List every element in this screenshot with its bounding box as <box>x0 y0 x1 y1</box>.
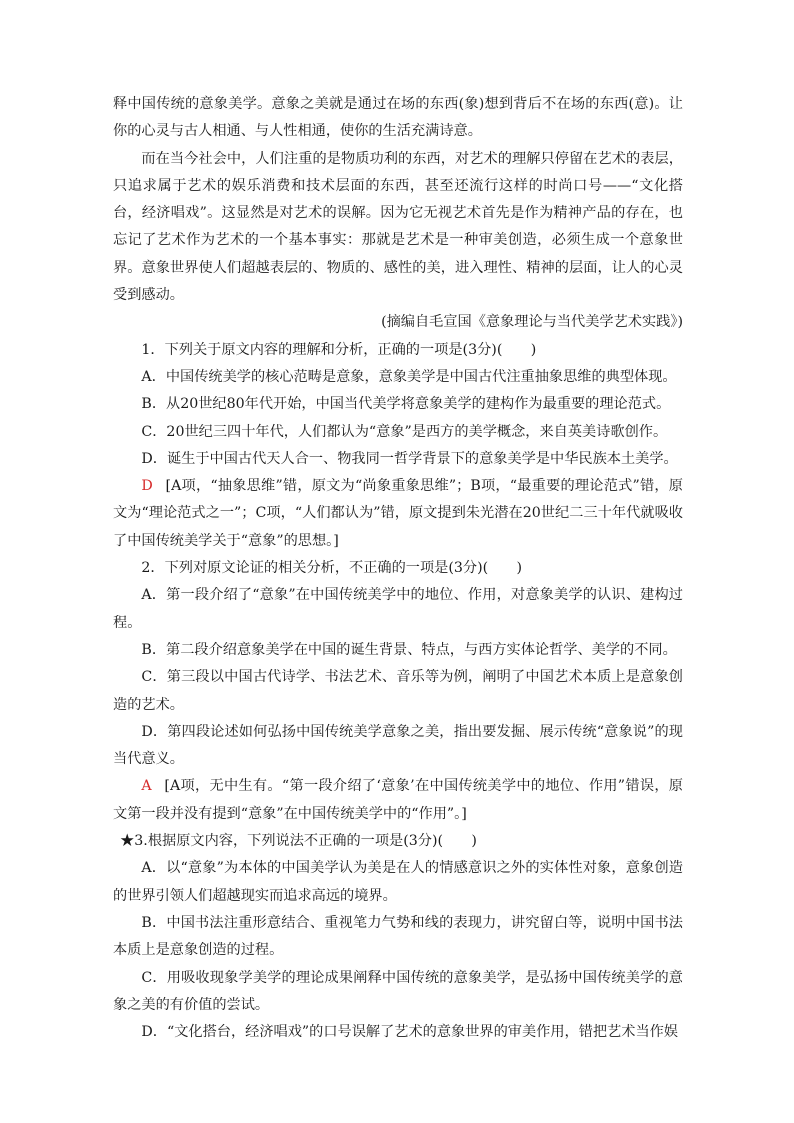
question-stem: ★3.根据原文内容，下列说法不正确的一项是(3分)( ) <box>120 833 477 850</box>
answer-text: [A项，无中生有。“第一段介绍了‘意象’在中国传统美学中的地位、作用”错误，原文第一段并没有提到“意象”在中国传统美学中的“作用”。] <box>113 778 683 822</box>
option-c: C．20世纪三四十年代，人们都认为“意象”是西方的美学概念，来自英美诗歌创作。 <box>141 423 668 440</box>
question-block <box>113 337 683 555</box>
body-paragraph: 而在当今社会中，人们注重的是物质功利的东西，对艺术的理解只停留在艺术的表层，只追求属于艺术的娱乐消费和技术层面的东西，甚至还流行这样的时尚口号——“文化搭台，经济唱戏”。这显然是对艺术的误解。因为它无视艺术首先是作为精神产品的存在，也忘记了艺术作为艺术的一个基本事实：那就是艺术是一种审美创造，必须生成一个意象世界。意象世界使人们超越表层的、物质的、感性的美，进入理性、精神的层面，让人的心灵受到感动。 <box>113 150 683 304</box>
source-citation: (摘编自毛宣国《意象理论与当代美学艺术实践》) <box>381 314 683 331</box>
question-block <box>113 828 683 1046</box>
option-a: A．中国传统美学的核心范畴是意象，意象美学是中国古代注重抽象思维的典型体现。 <box>141 368 677 385</box>
option-b: B．从20世纪80年代开始，中国当代美学将意象美学的建构作为最重要的理论范式。 <box>141 396 671 413</box>
question-stem: 1．下列关于原文内容的理解和分析，正确的一项是(3分)( ) <box>141 341 537 358</box>
option-d: D．“文化搭台，经济唱戏”的口号误解了艺术的意象世界的审美作用，错把艺术当作娱 <box>141 1024 679 1041</box>
answer-letter: D <box>141 478 153 495</box>
option-d: D．诞生于中国古代天人合一、物我同一哲学背景下的意象美学是中华民族本土美学。 <box>141 450 678 467</box>
answer-letter: A <box>141 778 152 795</box>
option-a: A．以“意象”为本体的中国美学认为美是在人的情感意识之外的实体性对象，意象创造的世界引领人们超越现实而追求高远的境界。 <box>113 860 683 904</box>
option-c: C．第三段以中国古代诗学、书法艺术、音乐等为例，阐明了中国艺术本质上是意象创造的艺术。 <box>113 669 683 713</box>
answer-text: [A项，“抽象思维”错，原文为“尚象重象思维”；B项，“最重要的理论范式”错，原文为“理论范式之一”；C项，“人们都认为”错，原文提到朱光潜在20世纪二三十年代就吸收了中国传统美学关于“意象”的思想。] <box>113 478 683 549</box>
option-a: A．第一段介绍了“意象”在中国传统美学中的地位、作用，对意象美学的认识、建构过程。 <box>113 587 683 631</box>
option-b: B．第二段介绍意象美学在中国的诞生背景、特点，与西方实体论哲学、美学的不同。 <box>141 641 677 658</box>
option-b: B．中国书法注重形意结合、重视笔力气势和线的表现力，讲究留白等，说明中国书法本质上是意象创造的过程。 <box>113 914 683 959</box>
option-d: D．第四段论述如何弘扬中国传统美学意象之美，指出要发掘、展示传统“意象说”的现当代意义。 <box>113 723 683 768</box>
answer-explanation <box>113 473 683 555</box>
question-stem: 2．下列对原文论证的相关分析，不正确的一项是(3分)( ) <box>141 560 523 577</box>
option-c: C．用吸收现象学美学的理论成果阐释中国传统的意象美学，是弘扬中国传统美学的意象之美的有价值的尝试。 <box>113 969 683 1013</box>
question-block <box>113 555 683 828</box>
body-paragraph: 释中国传统的意象美学。意象之美就是通过在场的东西(象)想到背后不在场的东西(意)。让你的心灵与古人相通、与人性相通，使你的生活充满诗意。 <box>113 96 683 140</box>
answer-explanation <box>113 773 683 828</box>
document-page <box>113 91 683 1046</box>
